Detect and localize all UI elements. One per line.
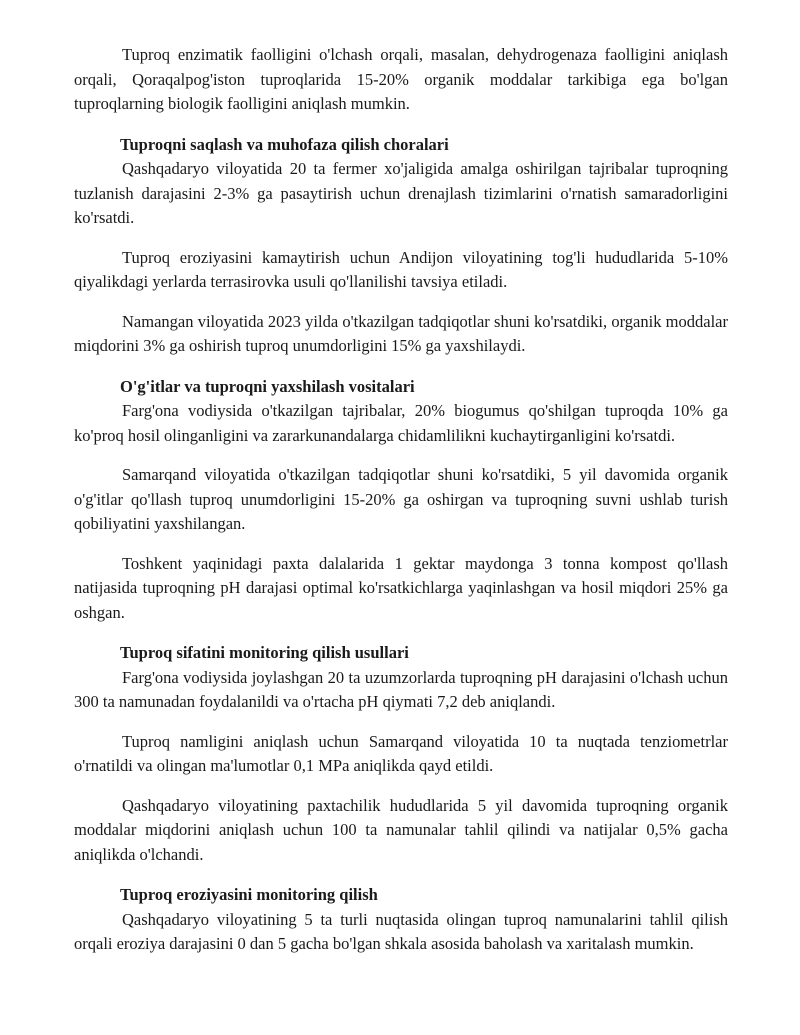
paragraph-organic-matter: Namangan viloyatida 2023 yilda o'tkazilgan tadqiqotlar shuni ko'rsatdiki, organik moddalar miqdorini 3% ga oshirish tuproq unumdorligini 15% ga yaxshilaydi. bbox=[74, 311, 728, 355]
paragraph-organic-fertilizers: Samarqand viloyatida o'tkazilgan tadqiqotlar shuni ko'rsatdiki, 5 yil davomida organik o'g'itlar qo'llash tuproq unumdorligini 15-20% ga oshirgan va tuproqning suvni ushlab turish qobiliyatini yaxshilangan. bbox=[74, 465, 728, 533]
paragraph-tensiometers: Tuproq namligini aniqlash uchun Samarqand viloyatida 10 ta nuqtada tenziometrlar o'rnatildi va olingan ma'lumotlar 0,1 MPa aniqlikda qayd etildi. bbox=[74, 731, 728, 775]
paragraph-cotton-samples: Qashqadaryo viloyatining paxtachilik hududlarida 5 yil davomida tuproqning organik moddalar miqdorini aniqlash uchun 100 ta namunalar tahlil qilindi va natijalar 0,5% gacha aniqlikda o'lchandi. bbox=[74, 795, 728, 864]
paragraph-biohumus: Farg'ona vodiysida o'tkazilgan tajribalar, 20% biogumus qo'shilgan tuproqda 10% ga ko'proq hosil olinganligini va zararkunandalarga chidamlilikni kuchaytirganligini ko'rsatdi. bbox=[74, 401, 728, 445]
paragraph-drainage: Qashqadaryo viloyatida 20 ta fermer xo'jaligida amalga oshirilgan tajribalar tuproqning tuzlanish darajasini 2-3% ga pasaytirish uchun drenajlash tizimlarini o'rnatish samaradorligini ko'rsatdi. bbox=[74, 159, 728, 227]
section-heading-fertilizers: O'g'itlar va tuproqni yaxshilash vositalari bbox=[120, 376, 415, 396]
section-heading-soil-monitoring: Tuproq sifatini monitoring qilish usullari bbox=[120, 643, 409, 662]
paragraph-compost: Toshkent yaqinidagi paxta dalalarida 1 gektar maydonga 3 tonna kompost qo'llash natijasida tuproqning pH darajasi optimal ko'rsatkichlarga yaqinlashgan va hosil miqdori 25% ga oshgan. bbox=[74, 553, 728, 622]
paragraph-ph-measurement: Farg'ona vodiysida joylashgan 20 ta uzumzorlarda tuproqning pH darajasini o'lchash uchun 300 ta namunadan foydalanildi va o'rtacha pH qiymati 7,2 deb aniqlandi. bbox=[74, 667, 728, 711]
section-heading-erosion-monitoring: Tuproq eroziyasini monitoring qilish bbox=[120, 885, 378, 904]
paragraph-enzymatic-activity: Tuproq enzimatik faolligini o'lchash orqali, masalan, dehydrogenaza faolligini aniqlash orqali, Qoraqalpog'iston tuproqlarida 15-20% organik moddalar tarkibiga ega bo'lgan tuproqlarning biologik faolligini aniqlash mumkin. bbox=[74, 45, 728, 113]
paragraph-terracing: Tuproq eroziyasini kamaytirish uchun Andijon viloyatining tog'li hududlarida 5-10% qiyalikdagi yerlarda terrasirovka usuli qo'llanilishi tavsiya etiladi. bbox=[74, 247, 728, 291]
paragraph-erosion-scale: Qashqadaryo viloyatining 5 ta turli nuqtasida olingan tuproq namunalarini tahlil qilish orqali eroziya darajasini 0 dan 5 gacha bo'lgan shkala asosida baholash va xaritalash mumkin. bbox=[74, 909, 728, 953]
section-heading-soil-protection: Tuproqni saqlash va muhofaza qilish choralari bbox=[120, 134, 449, 154]
